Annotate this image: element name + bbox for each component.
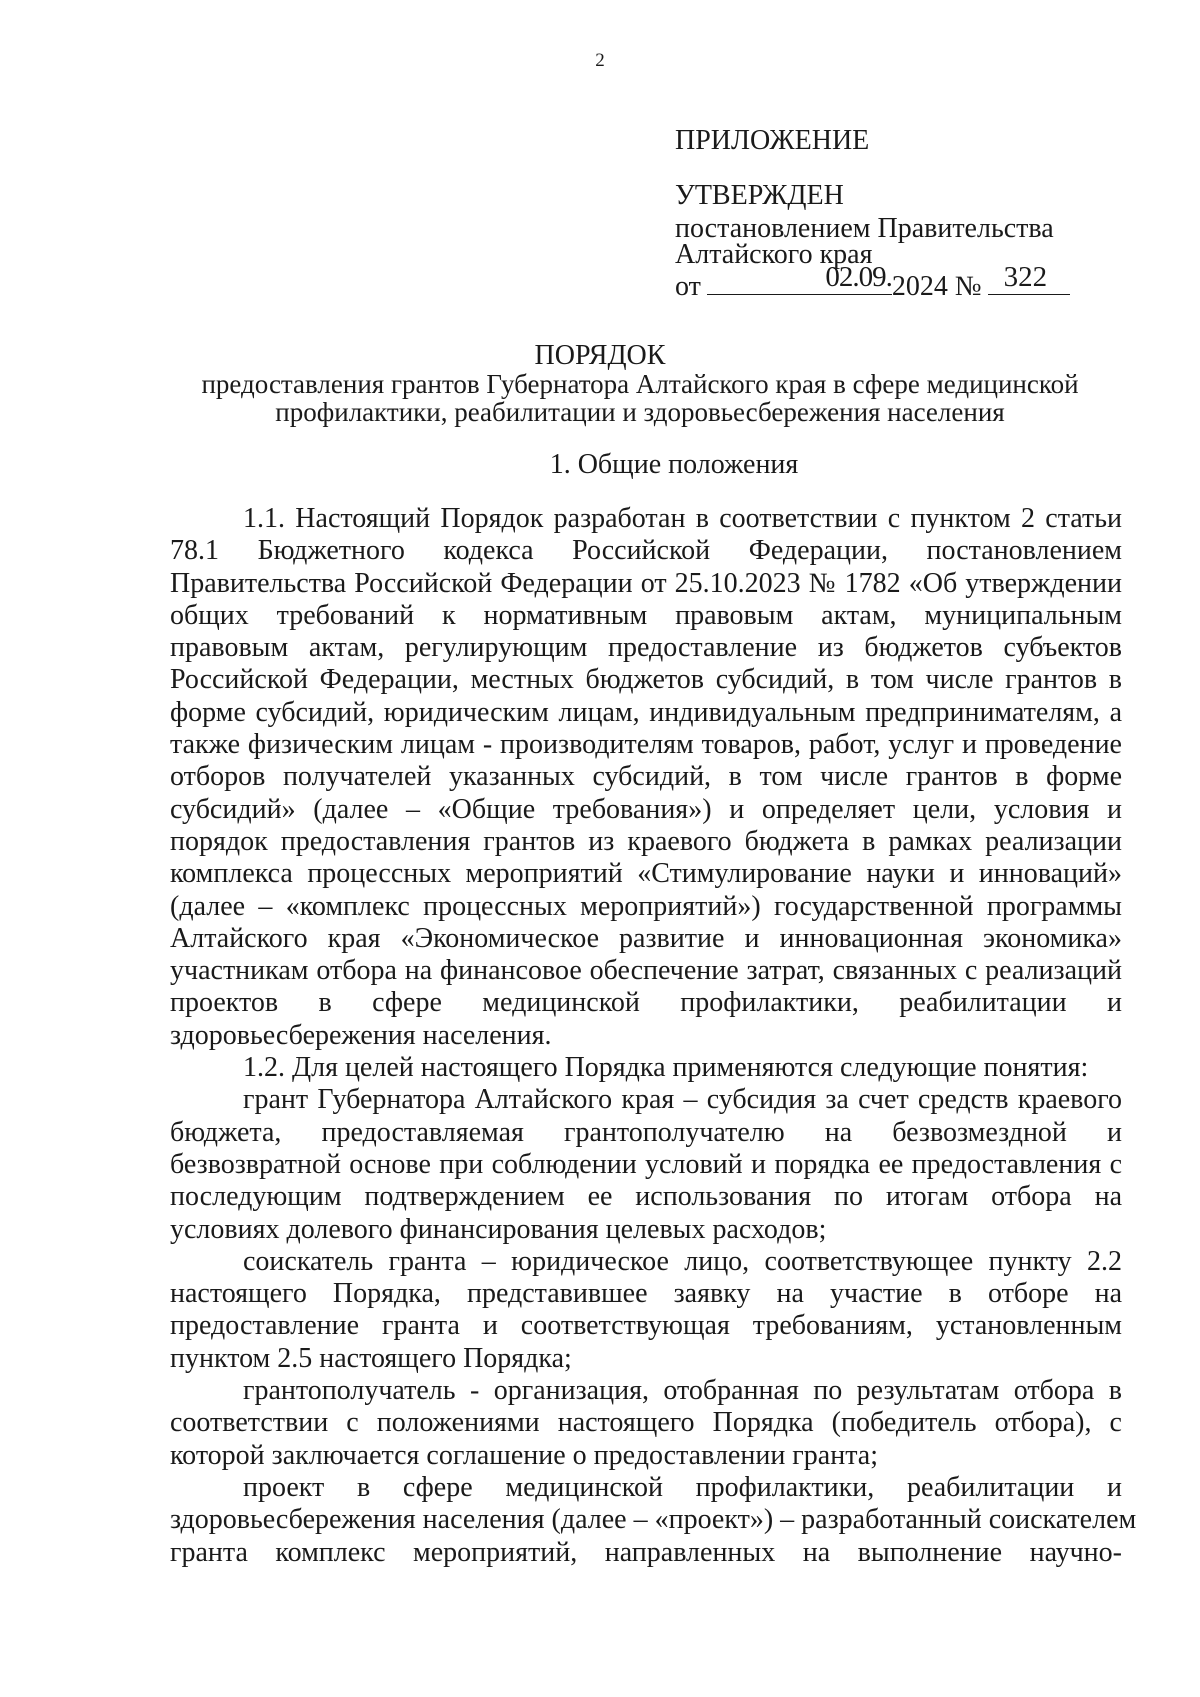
paragraph-line: 1.1. Настоящий Порядок разработан в соответствии с пунктом 2 статьи (243, 503, 1122, 534)
paragraph-line: пунктом 2.5 настоящего Порядка; (170, 1342, 572, 1374)
paragraph-line: форме субсидий, юридическим лицам, индивидуальным предпринимателям, а (170, 696, 1122, 728)
number-field (988, 261, 1070, 295)
appendix-label: ПРИЛОЖЕНИЕ (675, 125, 870, 156)
paragraph-line: правовым актам, регулирующим предоставление из бюджетов субъектов (170, 632, 1122, 664)
year-label: 2024 № (891, 271, 982, 302)
number-value: 322 (1003, 261, 1048, 293)
paragraph-line: отборов получателей указанных субсидий, в том числе грантов в форме (170, 761, 1122, 793)
paragraph-line: соискатель гранта – юридическое лицо, соответствующее пункту 2.2 (243, 1245, 1122, 1277)
document-title: ПОРЯДОК (534, 340, 666, 371)
subtitle-line: профилактики, реабилитации и здоровьесбережения населения (275, 397, 1005, 427)
paragraph-line: Российской Федерации, местных бюджетов субсидий, в том числе грантов в (170, 664, 1122, 696)
date-line (675, 261, 1070, 302)
paragraph-line: грант Губернатора Алтайского края – субсидия за счет средств краевого (243, 1084, 1122, 1116)
subtitle-line: предоставления грантов Губернатора Алтайского края в сфере медицинской (201, 369, 1079, 399)
decree-label: постановлением Правительства (675, 213, 1054, 244)
paragraph-line: гранта комплекс мероприятий, направленных на выполнение научно- (170, 1536, 1122, 1568)
paragraph-line: общих требований к нормативным правовым актам, муниципальным (170, 599, 1122, 631)
paragraph-line: субсидий» (далее – «Общие требования») и определяет цели, условия и (170, 793, 1122, 825)
paragraph-line: настоящего Порядка, представившее заявку на участие в отборе на (170, 1278, 1122, 1310)
paragraph-line: Алтайского края «Экономическое развитие и инновационная экономика» (170, 922, 1122, 954)
paragraph-line: безвозвратной основе при соблюдении условий и порядка ее предоставления с (170, 1148, 1122, 1180)
document-body (170, 503, 1137, 1569)
paragraph-line: также физическим лицам - производителям товаров, работ, услуг и проведение (170, 729, 1122, 761)
paragraph-line: участникам отбора на финансовое обеспечение затрат, связанных с реализаций (170, 955, 1122, 987)
region-label: Алтайского края (675, 239, 873, 270)
paragraph-line: здоровьесбережения населения (далее – «проект») – разработанный соискателем (170, 1504, 1137, 1536)
section-title: 1. Общие положения (549, 449, 799, 480)
paragraph-line: предоставление гранта и соответствующая требованиям, установленным (170, 1310, 1122, 1342)
paragraph-line: проект в сфере медицинской профилактики, реабилитации и (243, 1471, 1122, 1503)
paragraph-line: (далее – «комплекс процессных мероприятий») государственной программы (170, 890, 1122, 922)
document-subtitle (160, 370, 1120, 426)
approved-label: УТВЕРЖДЕН (675, 180, 844, 211)
paragraph-line: проектов в сфере медицинской профилактики, реабилитации и (170, 987, 1122, 1019)
paragraph-line: соответствии с положениями настоящего Порядка (победитель отбора), с (170, 1407, 1122, 1439)
date-field (707, 261, 892, 295)
paragraph-line: 78.1 Бюджетного кодекса Российской Федерации, постановлением (170, 535, 1122, 567)
paragraph-line: грантополучатель - организация, отобранная по результатам отбора в (243, 1375, 1122, 1407)
page-number: 2 (595, 50, 605, 71)
paragraph-line: 1.2. Для целей настоящего Порядка применяются следующие понятия: (243, 1052, 1089, 1084)
paragraph-line: Правительства Российской Федерации от 25.10.2023 № 1782 «Об утверждении (170, 567, 1122, 599)
paragraph-line: которой заключается соглашение о предоставлении гранта; (170, 1439, 878, 1471)
paragraph-line: последующим подтверждением ее использования по итогам отбора на (170, 1181, 1122, 1213)
paragraph-line: комплекса процессных мероприятий «Стимулирование науки и инноваций» (170, 858, 1122, 890)
approval-block (675, 178, 1070, 302)
paragraph-line: здоровьесбережения населения. (170, 1019, 552, 1051)
paragraph-line: условиях долевого финансирования целевых расходов; (170, 1213, 827, 1245)
paragraph-line: порядок предоставления грантов из краевого бюджета в рамках реализации (170, 825, 1122, 857)
paragraph-line: бюджета, предоставляемая грантополучателю на безвозмездной и (170, 1116, 1122, 1148)
date-prefix: от (675, 271, 701, 302)
date-value: 02.09. (825, 261, 892, 293)
